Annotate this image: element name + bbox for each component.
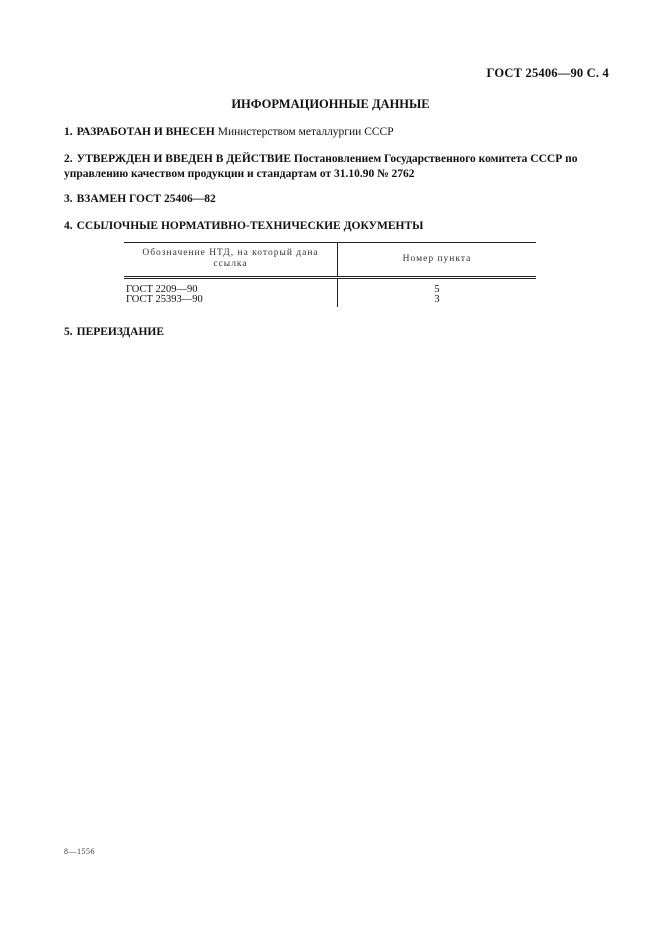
item-heading: ВЗАМЕН ГОСТ 25406—82 [76,193,216,205]
document-cell: ГОСТ 25393—90 [124,295,338,307]
column-header-point: Номер пункта [402,253,472,264]
item-text: Постановлением Государственного комитета СССР по управлению качеством продукции и стандартам от 31.10.90 № 2762 [64,153,578,180]
item-heading: РАЗРАБОТАН И ВНЕСЕН [76,126,215,138]
info-item-1 [64,125,609,140]
referenced-documents-table [124,242,536,307]
table-row [124,278,536,296]
info-item-4 [64,219,609,234]
point-cell: 5 [434,284,440,295]
column-header-document: Обозначение НТД, на который дана ссылка [124,243,338,278]
point-cell: 3 [434,294,440,305]
item-text: Министерством металлургии СССР [217,126,394,138]
item-number: 4. [64,220,73,232]
print-code: 8—1556 [64,847,95,856]
table-header-row [124,243,536,278]
item-heading: УТВЕРЖДЕН И ВВЕДЕН В ДЕЙСТВИЕ [76,153,292,165]
item-number: 3. [64,193,73,205]
document-reference: ГОСТ 25406—90 С. 4 [486,66,609,80]
item-heading: ПЕРЕИЗДАНИЕ [76,326,165,338]
info-item-2 [64,152,609,182]
document-cell: ГОСТ 2209—90 [124,278,338,296]
table-row [124,295,536,307]
section-title: ИНФОРМАЦИОННЫЕ ДАННЫЕ [231,97,430,111]
item-number: 2. [64,153,73,165]
item-heading: ССЫЛОЧНЫЕ НОРМАТИВНО-ТЕХНИЧЕСКИЕ ДОКУМЕНТЫ [76,220,424,232]
item-number: 5. [64,326,73,338]
info-item-3 [64,192,609,207]
info-item-5 [64,325,609,340]
item-number: 1. [64,126,73,138]
